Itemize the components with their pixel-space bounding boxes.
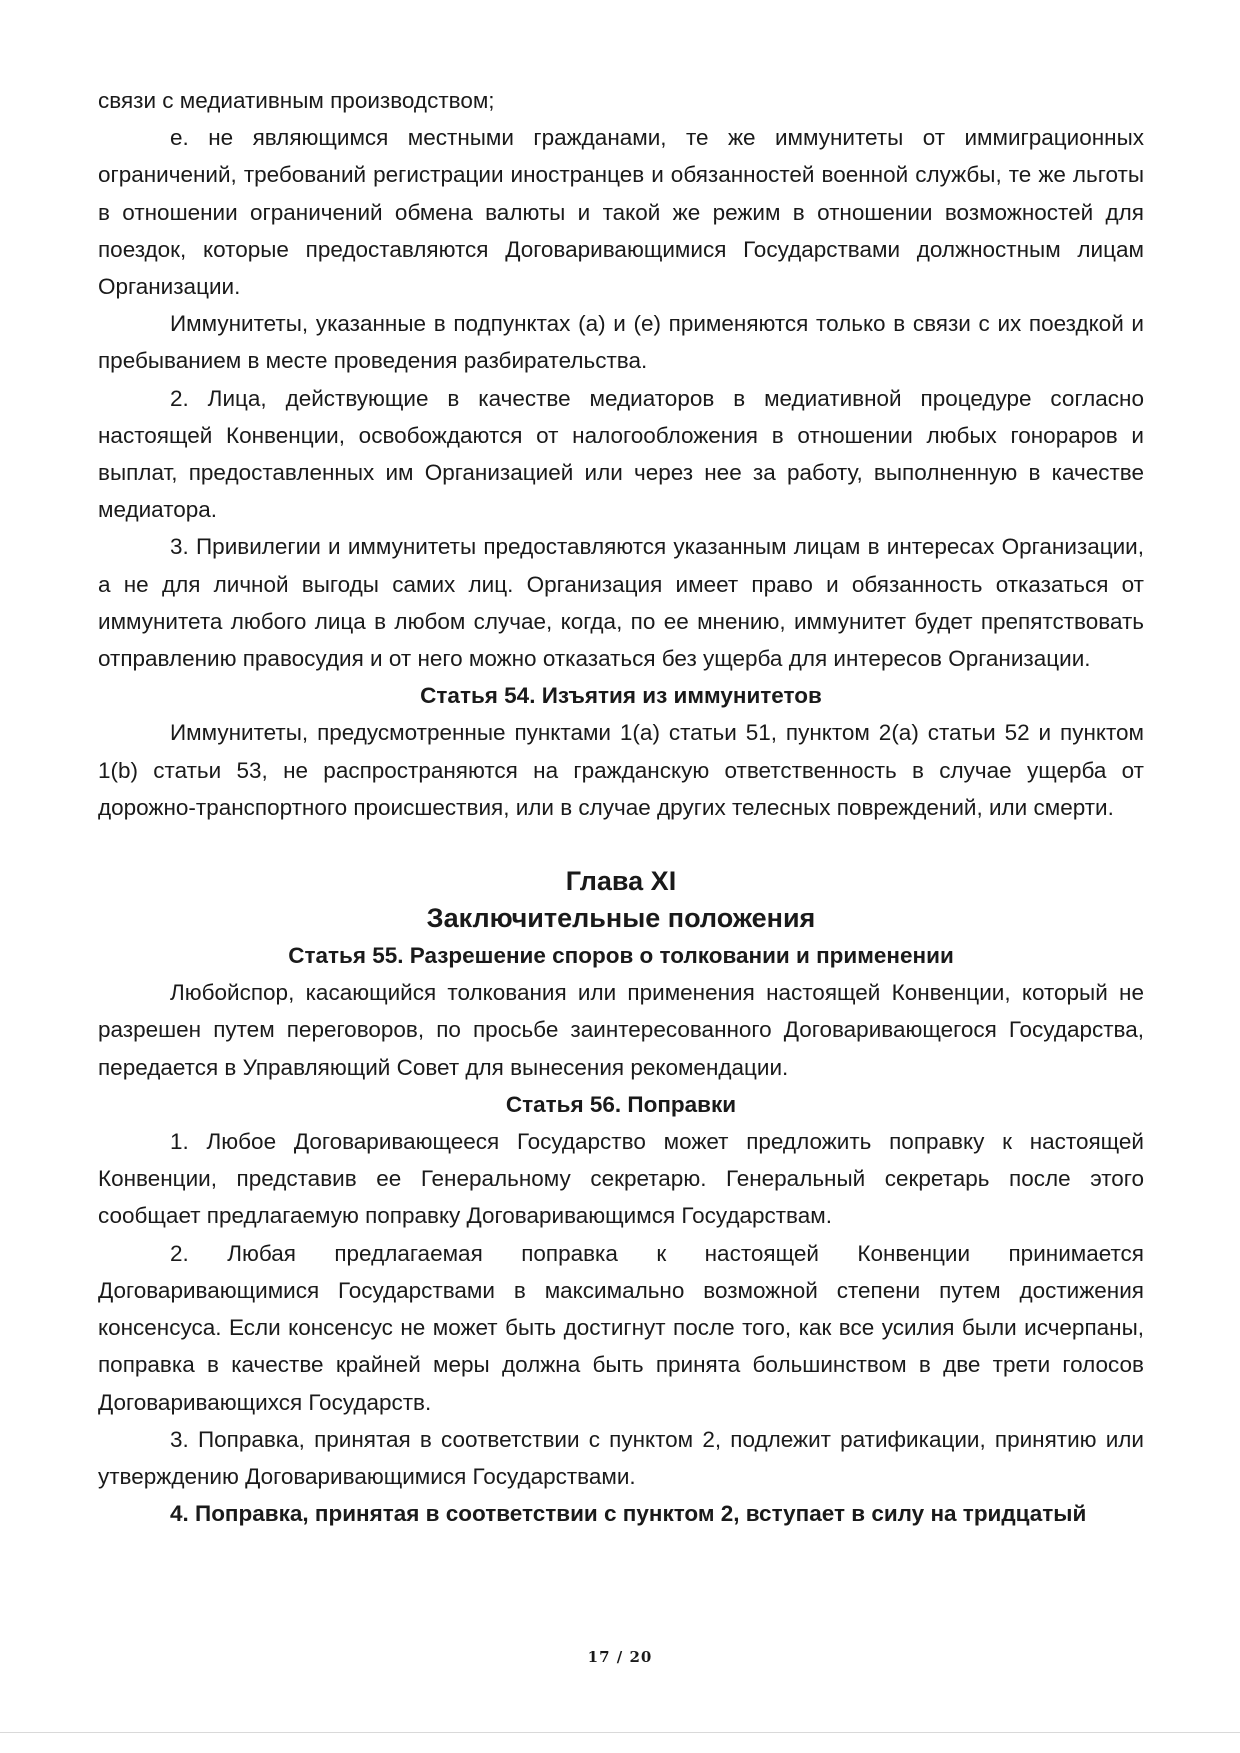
article-56-item-3: 3. Поправка, принятая в соответствии с пунктом 2, подлежит ратификации, принятию или утверждению Договаривающимися Государствами. — [98, 1426, 1144, 1489]
paragraph-immunities-note: Иммунитеты, указанные в подпунктах (а) и (е) применяются только в связи с их поездкой и пребыванием в месте проведения разбирательства. — [98, 311, 1144, 374]
chapter-number: Глава XI — [565, 866, 677, 897]
paragraph-continuation: связи с медиативным производством; — [98, 88, 495, 113]
paragraph-item-2: 2. Лица, действующие в качестве медиаторов в медиативной процедуре согласно настоящей Конвенции, освобождаются от налогообложения в отношении любых гонораров и выплат, предоставленных им Организацией или через нее за работу, выполненную в качестве медиатора. — [98, 385, 1144, 523]
article-54-text: Иммунитеты, предусмотренные пунктами 1(а) статьи 51, пунктом 2(а) статьи 52 и пунктом 1(b) статьи 53, не распространяются на гражданскую ответственность в случае ущерба от дорожно-транспортного происшествия, или в случае других телесных повреждений, или смерти. — [98, 720, 1144, 820]
document-page — [98, 82, 1144, 1682]
paragraph-subitem-e: е. не являющимся местными гражданами, те же иммунитеты от иммиграционных ограничений, требований регистрации иностранцев и обязанностей военной службы, те же льготы в отношении ограничений обмена валюты и такой же режим в отношении возможностей для поездок, которые предоставляются Договаривающимися Государствами должностным лицам Организации. — [98, 125, 1144, 300]
paragraph-item-3: 3. Привилегии и иммунитеты предоставляются указанным лицам в интересах Организации, а не для личной выгоды самих лиц. Организация имеет право и обязанность отказаться от иммунитета любого лица в любом случае, когда, по ее мнению, иммунитет будет препятствовать отправлению правосудия и от него можно отказаться без ущерба для интересов Организации. — [98, 534, 1144, 672]
article-56-item-2: 2. Любая предлагаемая поправка к настоящей Конвенции принимается Договаривающимися Государствами в максимально возможной степени путем достижения консенсуса. Если консенсус не может быть достигнут после того, как все усилия были исчерпаны, поправка в качестве крайней меры должна быть принята большинством в две трети голосов Договаривающихся Государств. — [98, 1240, 1144, 1415]
scan-edge-line — [0, 1732, 1240, 1733]
article-55-heading: Статья 55. Разрешение споров о толковании и применении — [288, 943, 954, 969]
article-55-text: Любойспор, касающийся толкования или применения настоящей Конвенции, который не разрешен путем переговоров, по просьбе заинтересованного Договаривающегося Государства, передается в Управляющий Совет для вынесения рекомендации. — [98, 980, 1144, 1080]
chapter-title: Заключительные положения — [426, 903, 816, 934]
article-54-heading: Статья 54. Изъятия из иммунитетов — [420, 683, 822, 709]
chapter-spacer — [98, 826, 1144, 863]
article-56-item-1: 1. Любое Договаривающееся Государство может предложить поправку к настоящей Конвенции, представив ее Генеральному секретарю. Генеральный секретарь после этого сообщает предлагаемую поправку Договаривающимся Государствам. — [98, 1129, 1144, 1229]
article-56-item-4: 4. Поправка, принятая в соответствии с пунктом 2, вступает в силу на тридцатый — [170, 1501, 1087, 1527]
page-number: 17 / 20 — [587, 1648, 653, 1666]
article-56-heading: Статья 56. Поправки — [505, 1091, 737, 1117]
